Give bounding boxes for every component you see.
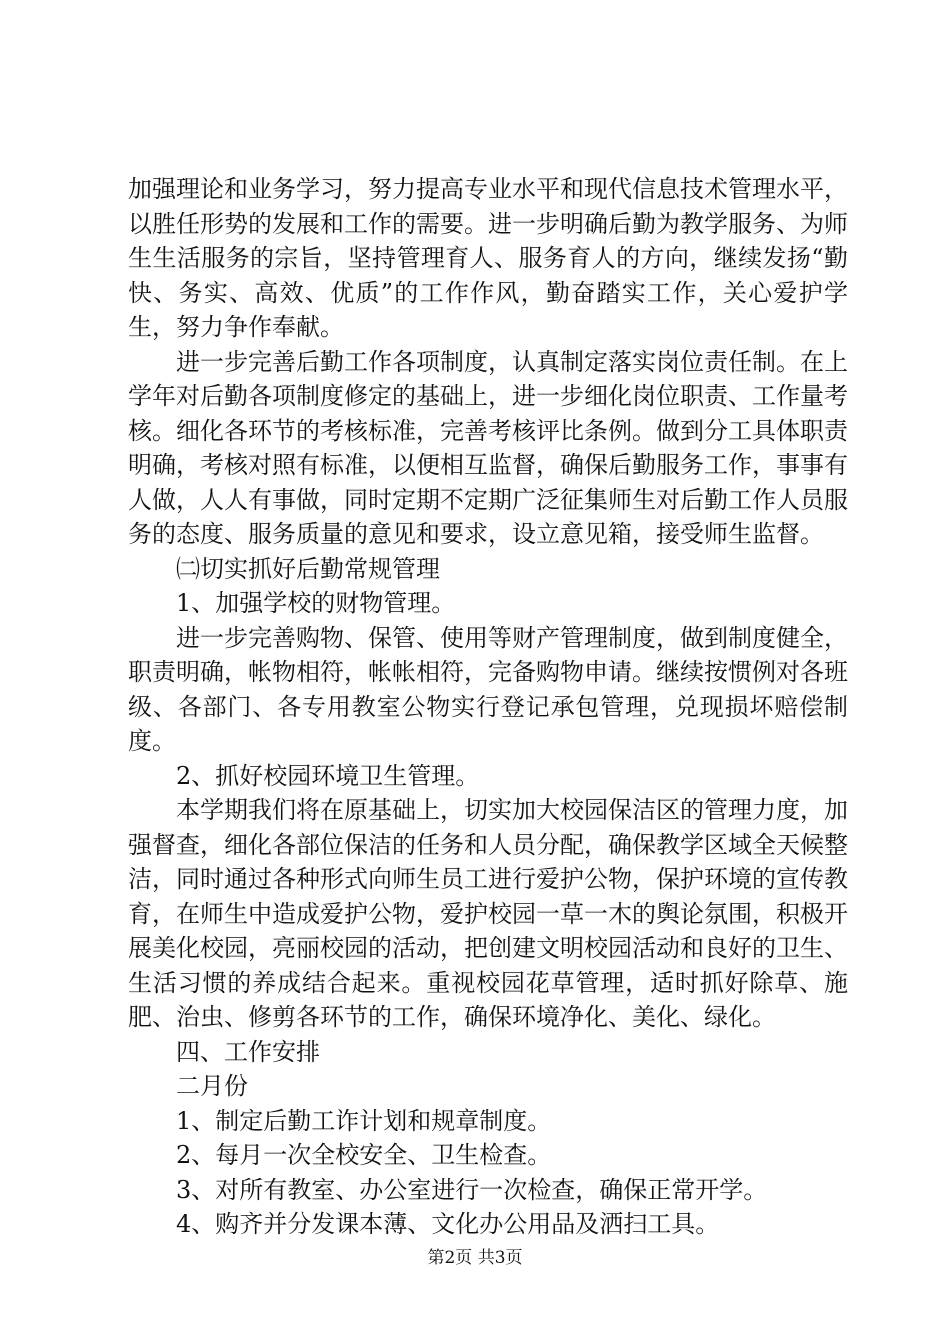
body-paragraph: 进一步完善后勤工作各项制度，认真制定落实岗位责任制。在上学年对后勤各项制度修定的基础上，进一步细化岗位职责、工作量考核。细化各环节的考核标准，完善考核评比条例。做到分工具体职责明确，考核对照有标准，以便相互监督，确保后勤服务工作，事事有人做，人人有事做，同时定期不定期广泛征集师生对后勤工作人员服务的态度、服务质量的意见和要求，设立意见箱，接受师生监督。 [128,347,848,548]
list-item: 4、购齐并分发课本薄、文化办公用品及洒扫工具。 [176,1210,720,1238]
section-heading: 四、工作安排 [176,1037,320,1066]
document-body [128,172,848,1242]
list-item: 2、每月一次全校安全、卫生检查。 [176,1141,552,1169]
list-item: 1、制定后勤工诈计划和规章制度。 [176,1106,552,1135]
section-heading: ㈡切实抓好后勤常规管理 [176,554,440,583]
body-paragraph: 进一步完善购物、保管、使用等财产管理制度，做到制度健全，职责明确，帐物相符，帐帐相符，完备购物申请。继续按惯例对各班级、各部门、各专用教室公物实行登记承包管理，兑现损坏赔偿制度。 [128,623,848,755]
list-item: 3、对所有教室、办公室进行一次检查，确保正常开学。 [176,1175,768,1204]
subsection-heading: 2、抓好校园环境卫生管理。 [176,761,480,790]
body-paragraph: 加强理论和业务学习，努力提高专业水平和现代信息技术管理水平，以胜任形势的发展和工作的需要。进一步明确后勤为教学服务、为师生生活服务的宗旨，坚持管理育人、服务育人的方向，继续发扬“勤快、务实、高效、优质”的工作作风，勤奋踏实工作，关心爱护学生，努力争作奉献。 [128,175,848,341]
body-paragraph: 本学期我们将在原基础上，切实加大校园保洁区的管理力度，加强督查，细化各部位保洁的任务和人员分配，确保教学区域全天候整洁，同时通过各种形式向师生员工进行爱护公物，保护环境的宣传教育，在师生中造成爱护公物，爱护校园一草一木的舆论氛围，积极开展美化校园，亮丽校园的活动，把创建文明校园活动和良好的卫生、生活习惯的养成结合起来。重视校园花草管理，适时抓好除草、施肥、治虫、修剪各环节的工作，确保环境净化、美化、绿化。 [128,796,848,1031]
page-footer: 第2页 共3页 [427,1248,523,1268]
subsection-heading: 1、加强学校的财物管理。 [176,589,456,617]
month-heading: 二月份 [176,1072,248,1100]
